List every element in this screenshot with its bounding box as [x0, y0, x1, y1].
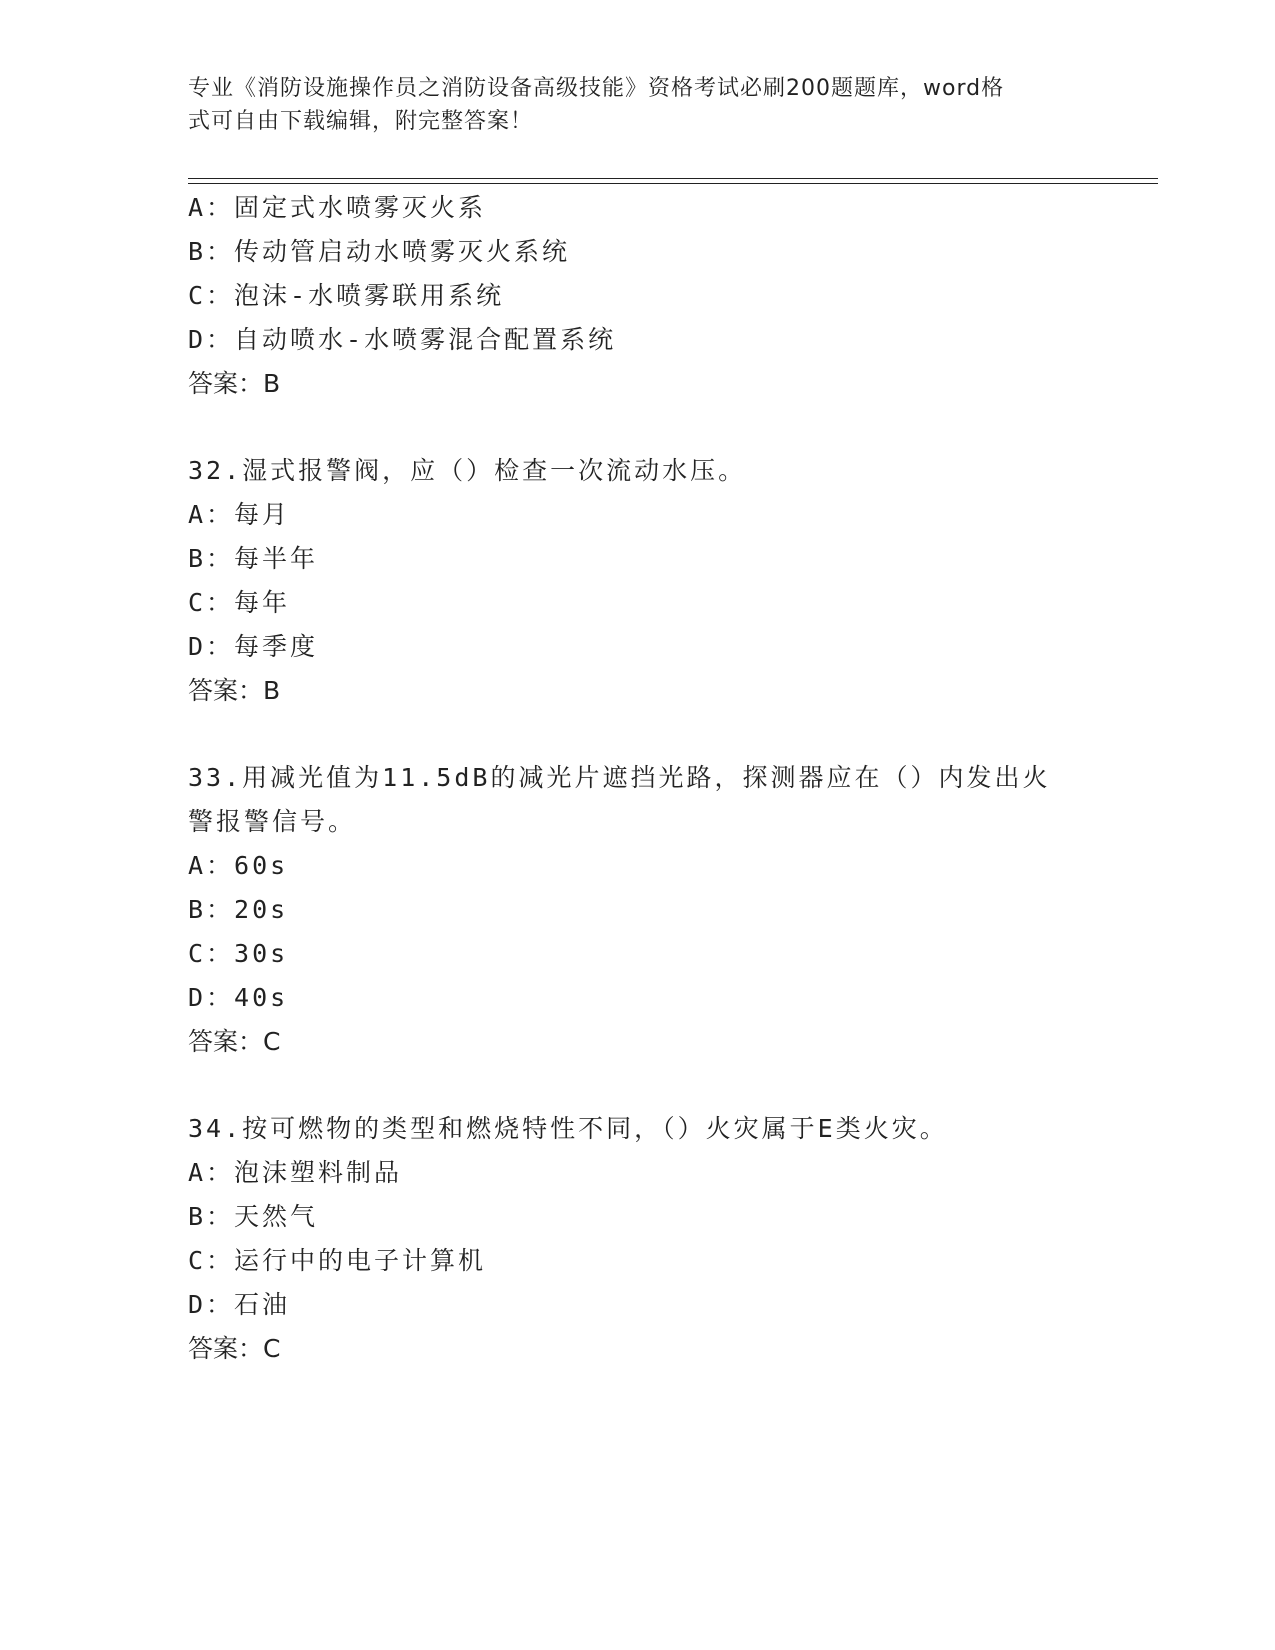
header-divider-bottom — [188, 183, 1158, 184]
q33-option-d: D：40s — [188, 983, 289, 1012]
q31-option-b: B：传动管启动水喷雾灭火系统 — [188, 237, 571, 266]
q31-option-c: C：泡沫-水喷雾联用系统 — [188, 281, 505, 310]
q31-answer: 答案：B — [188, 369, 281, 398]
q32-option-d: D：每季度 — [188, 632, 319, 661]
q33-answer: 答案：C — [188, 1027, 281, 1056]
q32-option-a: A：每月 — [188, 500, 291, 529]
q34-option-a: A：泡沫塑料制品 — [188, 1158, 403, 1187]
q34-stem: 34.按可燃物的类型和燃烧特性不同，（）火灾属于E类火灾。 — [188, 1114, 948, 1143]
header-line-1: 专业《消防设施操作员之消防设备高级技能》资格考试必刷200题题库，word格 — [188, 76, 1005, 101]
q31-option-a: A：固定式水喷雾灭火系 — [188, 193, 487, 222]
q31-option-d: D：自动喷水-水喷雾混合配置系统 — [188, 325, 617, 354]
header-divider-top — [188, 178, 1158, 179]
q32-stem: 32.湿式报警阀，应（）检查一次流动水压。 — [188, 456, 747, 485]
q34-answer: 答案：C — [188, 1334, 281, 1363]
q32-option-c: C：每年 — [188, 588, 291, 617]
q32-answer: 答案：B — [188, 676, 281, 705]
q34-option-d: D：石油 — [188, 1290, 291, 1319]
q33-stem-line-2: 警报警信号。 — [188, 807, 357, 836]
q33-option-c: C：30s — [188, 939, 289, 968]
q34-option-b: B：天然气 — [188, 1202, 319, 1231]
header-line-2: 式可自由下载编辑，附完整答案！ — [188, 109, 534, 134]
q33-option-b: B：20s — [188, 895, 289, 924]
q32-option-b: B：每半年 — [188, 544, 319, 573]
document-header — [188, 72, 1068, 138]
q34-option-c: C：运行中的电子计算机 — [188, 1246, 487, 1275]
q33-stem-line-1: 33.用减光值为11.5dB的减光片遮挡光路，探测器应在（）内发出火 — [188, 763, 1051, 792]
q33-option-a: A：60s — [188, 851, 289, 880]
